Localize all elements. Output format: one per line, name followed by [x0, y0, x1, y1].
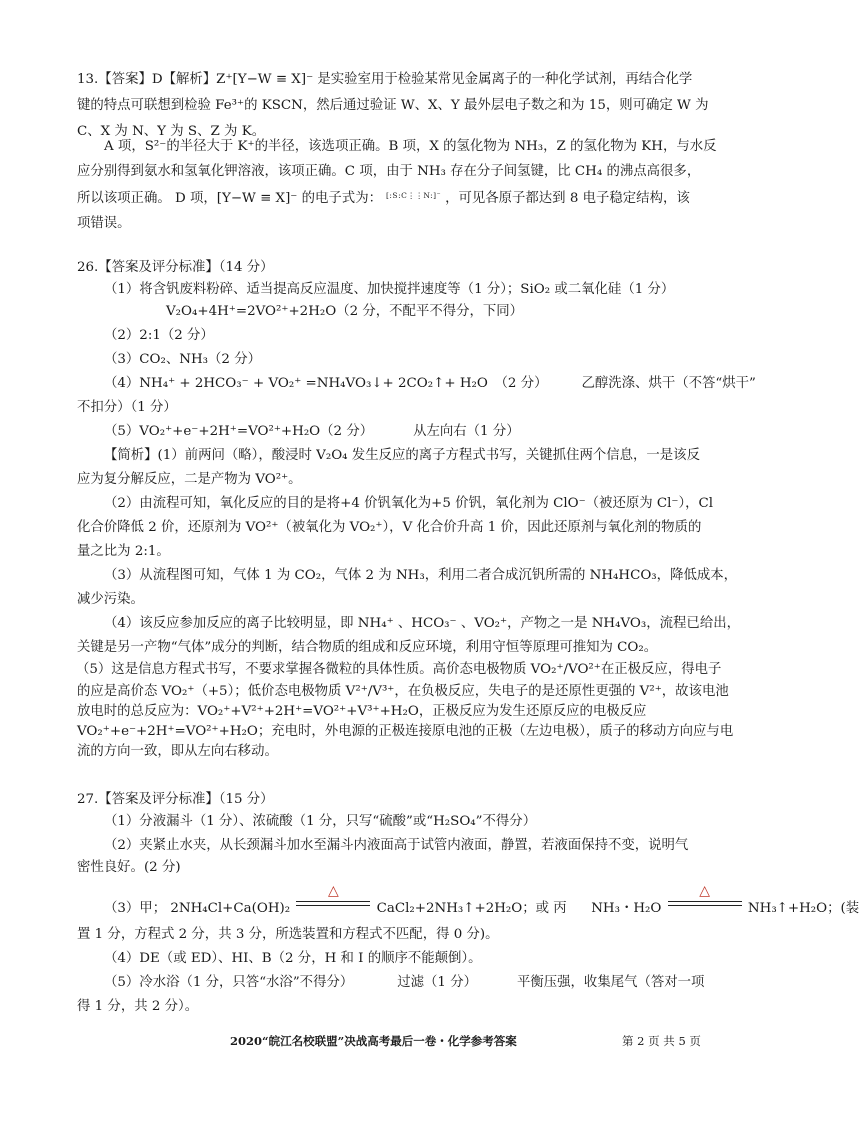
q26-explain-12: 放电时的总反应为：VO₂⁺+V²⁺+2H⁺=VO²⁺+V³⁺+H₂O，正极反应为发生还原反应的电极反应: [77, 704, 647, 719]
q26-explain-13: VO₂⁺+e⁻+2H⁺=VO²⁺+H₂O；充电时，外电源的正极连接原电池的正极（左边电极），质子的移动方向应与电: [77, 724, 734, 739]
q26-answer-5-direction: 从左向右（1 分）: [413, 424, 520, 439]
q27-answer-5-pressure: 平衡压强，收集尾气（答对一项: [516, 975, 705, 990]
q26-answer-2: （2）2:1（2 分）: [104, 328, 214, 343]
q27-answer-2-cont: 密性良好。(2 分): [77, 860, 181, 875]
q13-line-5: 应分别得到氨水和氢氧化钾溶液，该项正确。C 项，由于 NH₃ 存在分子间氢键，比 CH₄ 的沸点高很多，: [77, 164, 701, 179]
q27-answer-5-filter: 过滤（1 分）: [397, 975, 477, 990]
q27-answer-3-label: （3）甲；: [104, 901, 167, 916]
q27-answer-3: [104, 883, 859, 919]
q26-answer-5: [104, 422, 520, 442]
q26-explain-11: 的应是高价态 VO₂⁺（+5）；低价态电极物质 V²⁺/V³⁺，在负极反应，失电子的是还原性更强的 V²⁺，故该电池: [77, 684, 729, 699]
q27-equation-2-rhs: NH₃↑+H₂O；(装: [747, 901, 859, 916]
q26-answer-4-wash: 乙醇洗涤、烘干（不答“烘干”: [581, 376, 756, 391]
q26-explain-3: （2）由流程可知，氧化反应的目的是将+4 价钒氧化为+5 价钒，氧化剂为 ClO⁻（被还原为 Cl⁻），Cl: [104, 496, 714, 511]
q26-explain-7: 减少污染。: [77, 592, 144, 607]
q13-line-7: 项错误。: [77, 216, 131, 231]
heat-arrow-1: [296, 883, 370, 915]
q13-line-2: 键的特点可联想到检验 Fe³⁺的 KSCN，然后通过验证 W、X、Y 最外层电子数之和为 15，则可确定 W 为: [77, 98, 709, 113]
electron-formula: [:S:C⋮⋮N:]⁻: [385, 191, 442, 200]
q27-answer-4: （4）DE（或 ED）、HI、B（2 分，H 和 I 的顺序不能颠倒）。: [104, 951, 482, 966]
q26-header: 26.【答案及评分标准】（14 分）: [77, 260, 274, 275]
q27-answer-5-cooling: （5）冷水浴（1 分，只答“水浴”不得分）: [104, 975, 354, 990]
q27-equation-2-lhs: NH₃・H₂O: [591, 901, 662, 916]
q13-line-4: A 项，S²⁻的半径大于 K⁺的半径，该选项正确。B 项，X 的氢化物为 NH₃，Z 的氢化物为 KH，与水反: [104, 139, 717, 154]
q27-answer-3-cont: 置 1 分，方程式 2 分，共 3 分，所选装置和方程式不匹配，得 0 分)。: [77, 927, 499, 942]
q26-explain-5: 量之比为 2:1。: [77, 544, 170, 559]
q27-answer-1: （1）分液漏斗（1 分）、浓硫酸（1 分，只写“硫酸”或“H₂SO₄”不得分）: [104, 814, 537, 829]
q26-explain-4: 化合价降低 2 价，还原剂为 VO²⁺（被氧化为 VO₂⁺），V 化合价升高 1 价，因此还原剂与氧化剂的物质的: [77, 520, 702, 535]
page-footer-title: 2020“皖江名校联盟”决战高考最后一卷・化学参考答案: [230, 1034, 517, 1048]
q13-line-6: [77, 189, 690, 209]
q27-answer-2: （2）夹紧止水夹，从长颈漏斗加水至漏斗内液面高于试管内液面，静置，若液面保持不变，说明气: [104, 838, 689, 853]
q27-answer-5: [104, 973, 704, 993]
heat-arrow-2: [668, 883, 742, 915]
q26-explain-9: 关键是另一产物“气体”成分的判断，结合物质的组成和反应环境，利用守恒等原理可推知为 CO₂。: [77, 640, 658, 655]
q13-line-6-tail: ，可见各原子都达到 8 电子稳定结构，该: [445, 191, 690, 206]
heat-symbol-icon: △: [699, 883, 711, 899]
q27-answer-5-cont: 得 1 分，共 2 分）。: [77, 999, 199, 1014]
q26-answer-5-equation: （5）VO₂⁺+e⁻+2H⁺=VO²⁺+H₂O（2 分）: [104, 424, 374, 439]
q26-explain-6: （3）从流程图可知，气体 1 为 CO₂，气体 2 为 NH₃，利用二者合成沉钒所需的 NH₄HCO₃，降低成本，: [104, 568, 738, 583]
heat-symbol-icon: △: [327, 883, 339, 899]
q13-line-1: 13.【答案】D【解析】Z⁺[Y−W ≡ X]⁻ 是实验室用于检验某常见金属离子的一种化学试剂，再结合化学: [77, 72, 693, 87]
q26-answer-1: （1）将含钒废料粉碎、适当提高反应温度、加快搅拌速度等（1 分）；SiO₂ 或二氧化硅（1 分）: [104, 282, 675, 297]
q27-equation-1-rhs: CaCl₂+2NH₃↑+2H₂O；或 丙: [376, 901, 567, 916]
q13-line-6-text: 所以该项正确。 D 项，[Y−W ≡ X]⁻ 的电子式为：: [77, 191, 382, 206]
q26-answer-4-cont: 不扣分）（1 分）: [77, 400, 177, 415]
q27-header: 27.【答案及评分标准】（15 分）: [77, 792, 274, 807]
q26-explain-2: 应为复分解反应，二是产物为 VO²⁺。: [77, 472, 302, 487]
q26-explain-14: 流的方向一致，即从左向右移动。: [77, 744, 278, 759]
q13-line-3: C、X 为 N、Y 为 S、Z 为 K。: [77, 124, 266, 139]
page-number: 第 2 页 共 5 页: [622, 1034, 701, 1048]
q26-explain-8: （4）该反应参加反应的离子比较明显，即 NH₄⁺ 、HCO₃⁻ 、VO₂⁺，产物之一是 NH₄VO₃，流程已给出，: [104, 616, 740, 631]
q26-answer-3: （3）CO₂、NH₃（2 分）: [104, 352, 261, 367]
q26-explain-1: 【简析】(1）前两问（略），酸浸时 V₂O₄ 发生反应的离子方程式书写，关键抓住两个信息，一是该反: [104, 448, 700, 463]
q27-equation-1-lhs: 2NH₄Cl+Ca(OH)₂: [170, 901, 291, 916]
q26-explain-10: （5）这是信息方程式书写，不要求掌握各微粒的具体性质。高价态电极物质 VO₂⁺/VO²⁺在正极反应，得电子: [76, 662, 722, 677]
q26-answer-1-equation: V₂O₄+4H⁺=2VO²⁺+2H₂O（2 分，不配平不得分，下同）: [166, 304, 524, 319]
q26-answer-4: [104, 374, 756, 394]
q26-answer-4-equation: （4）NH₄⁺ + 2HCO₃⁻ + VO₂⁺ =NH₄VO₃↓+ 2CO₂↑+ H₂O （2 分）: [104, 376, 548, 391]
